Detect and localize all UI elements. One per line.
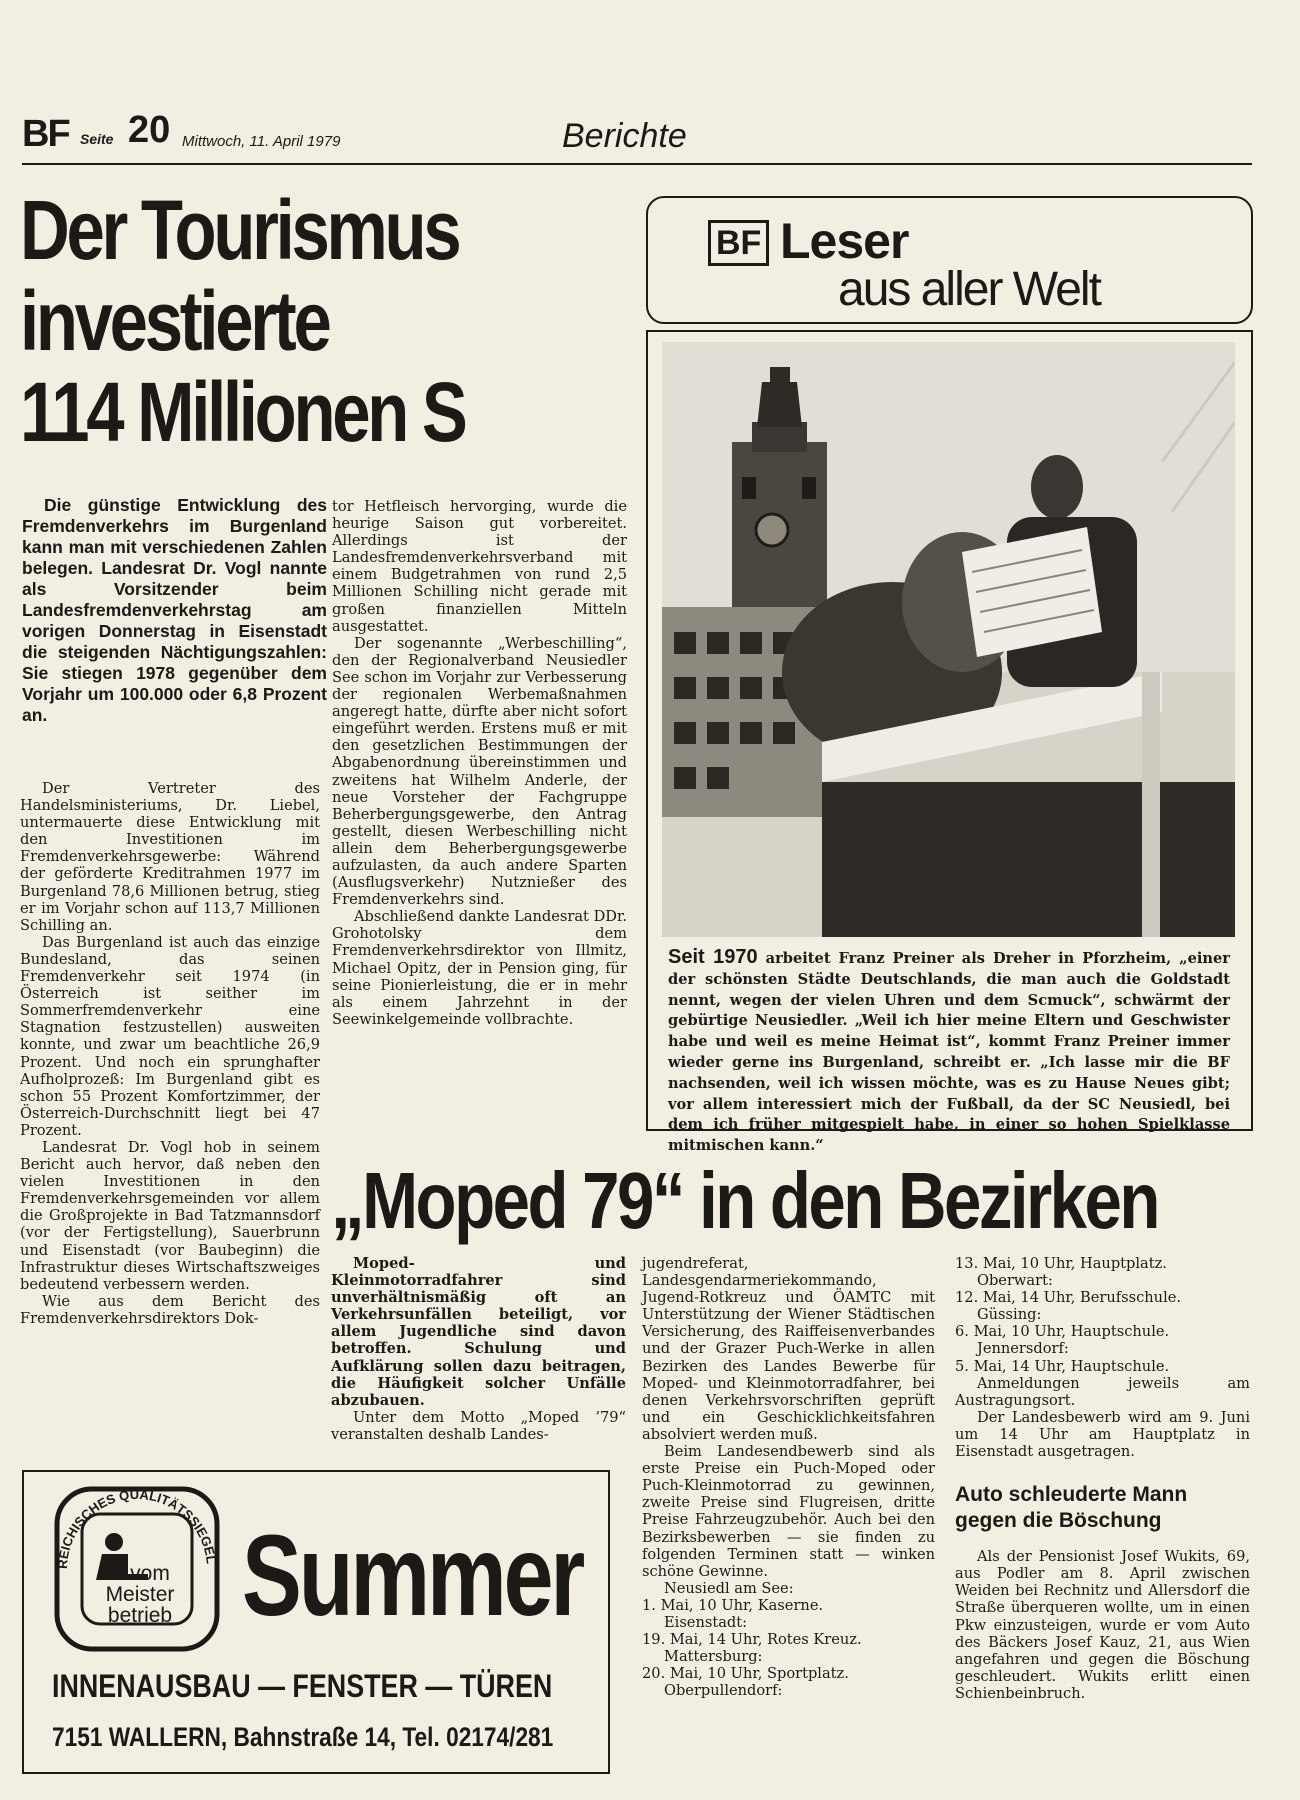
paragraph: tor Hetfleisch hervorging, wurde die heurige Saison gut vorbereitet. Allerdings ist der Landesfremdenverkehrsverband mit einem Budgetrahmen von rund 2,5 Millionen Schilling nicht gerade mit großen finanziellen Mitteln ausgestattet.	[332, 498, 627, 635]
seal-word: vom	[130, 1562, 170, 1585]
headline-line: 114 Millionen S	[20, 365, 465, 459]
headline-line: Der Tourismus	[20, 183, 459, 277]
caption-lead: Seit 1970	[668, 946, 758, 968]
tourism-lead: Die günstige Entwicklung des Fremdenverkehrs im Burgenland kann man mit verschiedenen Zahlen belegen. Landesrat Dr. Vogl nannte als Vorsitzender beim Landesfremdenverkehrstag am vorigen Donnerstag in Eisenstadt die steigenden Nächtigungszahlen: Sie stiegen 1978 gegenüber dem Vorjahr um 100.000 oder 6,8 Prozent an.	[22, 495, 327, 725]
bf-logo: BF	[22, 113, 69, 155]
seal-word: Meister	[105, 1583, 175, 1606]
paragraph: Abschließend dankte Landesrat DDr. Grohotolsky dem Fremdenverkehrsdirektor von Illmitz, Michael Opitz, der in Pension ging, für seine Pionierleistung, die er in mehr als einem Jahrzehnt in der Seewinkelgemeinde vollbrachte.	[332, 908, 627, 1028]
header-rule	[22, 163, 1252, 165]
seal-ring-text: REICHISCHES QUALITÄTSSIEGEL	[54, 1486, 219, 1570]
issue-date: Mittwoch, 11. April 1979	[182, 133, 341, 150]
paragraph: Der sogenannte „Werbeschilling“, den der Regionalverband Neusiedler See schon im Vorjahr zur Verbesserung der regionalen Werbemaßnahmen angeregt hatte, dürfte aber nicht sofort eingeführt werden. Erstens muß er mit den gesetzlichen Bestimmungen der Abgabenordnung übereinstimmen und zweitens hat Wilhelm Anderle, der neue Vorsteher der Fachgruppe Beherbergungsgewerbe, den Antrag gestellt, diesen Werbeschilling nicht allein dem Beherbergungsgewerbe aufzulasten, da auch andere Sparten (Ausflugsverkehr) Nutznießer des Fremdenverkehrs sind.	[332, 634, 627, 909]
ad-address: 7151 WALLERN, Bahnstraße 14, Tel. 02174/281	[52, 1722, 554, 1752]
summer-ad	[22, 1470, 610, 1774]
leser-header-box	[646, 196, 1253, 324]
schedule-place: Oberpullendorf:	[664, 1682, 783, 1700]
ad-tagline: INNENAUSBAU — FENSTER — TÜREN	[52, 1668, 553, 1704]
moped-headline: „Moped 79“ in den Bezirken	[331, 1156, 1158, 1245]
schedule-place: Neusiedl am See:	[664, 1579, 794, 1597]
paragraph: Das Burgenland ist auch das einzige Bundesland, das seinen Fremdenverkehr seit 1974 (in Österreich ist seither im Sommerfremdenverkehr eine Stagnation festzustellen) ausweiten konnte, und zwar um beachtliche 26,9 Prozent. Und noch ein sprunghafter Aufholprozeß: Im Burgenland gibt es schon 55 Prozent Komfortzimmer, der Österreich-Durchschnitt liegt bei 47 Prozent.	[20, 933, 320, 1139]
leser-subtitle: aus aller Welt	[838, 263, 1100, 316]
tourism-column-2	[332, 498, 627, 1028]
paragraph: Landesrat Dr. Vogl hob in seinem Bericht auch hervor, daß neben den vielen Investitionen in den Fremdenverkehrsgemeinden vor allem die Großprojekte in Bad Tatzmannsdorf (vor der Fertigstellung), Sauerbrunn und Eisenstadt (vor Baubeginn) die Infrastruktur dieses Wirtschaftszweiges bedeutend verbessern werden.	[20, 1138, 320, 1293]
schedule-place: Güssing:	[977, 1306, 1042, 1324]
moped-column-1	[331, 1255, 626, 1443]
schedule-date: 6. Mai, 10 Uhr, Hauptschule.	[955, 1323, 1170, 1341]
paragraph: Anmeldungen jeweils am Austragungsort.	[955, 1374, 1250, 1409]
paragraph: jugendreferat, Landesgendarmeriekommando, Jugend-Rotkreuz und ÖAMTC mit Unterstützung der Wiener Städtischen Versicherung, des Raiffeisenverbandes und der Grazer Puch-Werke in allen Bezirken des Landes Bewerbe für Moped- und Kleinmotorradfahrer, bei denen Verkehrsvorschriften geprüft und ein Geschicklichkeitsfahren absolviert werden muß.	[642, 1255, 935, 1443]
schedule-date: 20. Mai, 10 Uhr, Sportplatz.	[642, 1665, 849, 1683]
paragraph: Wie aus dem Bericht des Fremdenverkehrsdirektors Dok-	[20, 1292, 320, 1327]
paragraph: Der Vertreter des Handelsministeriums, Dr. Liebel, untermauerte diese Entwicklung mit den Investitionen im Fremdenverkehrsgewerbe: Während der geförderte Kreditrahmen 1977 im Burgenland 78,6 Millionen betrug, stieg er im Vorjahr schon auf 113,7 Millionen Schilling an.	[20, 780, 320, 934]
bf-box-logo: BF	[708, 220, 769, 266]
paragraph: Beim Landesendbewerb sind als erste Preise ein Puch-Moped oder Puch-Kleinmotorrad zu gewinnen, zweite Preise sind Flugreisen, dritte Preise Fahrzeugzubehör. Auch bei den Bezirksbewerben — sie finden zu folgenden Terminen statt — winken schöne Gewinne.	[642, 1443, 935, 1580]
masthead	[22, 95, 1252, 165]
moped-column-3	[955, 1255, 1250, 1702]
schedule-date: 5. Mai, 14 Uhr, Hauptschule.	[955, 1357, 1170, 1375]
paragraph: Der Landesbewerb wird am 9. Juni um 14 Uhr am Hauptplatz in Eisenstadt ausgetragen.	[955, 1408, 1250, 1461]
tourism-headline	[20, 185, 512, 458]
schedule-place: Mattersburg:	[664, 1648, 763, 1666]
meister-seal	[52, 1484, 222, 1654]
moped-column-2	[642, 1255, 935, 1699]
headline-line: investierte	[20, 274, 329, 368]
schedule-date: 1. Mai, 10 Uhr, Kaserne.	[642, 1596, 824, 1614]
auto-text: Als der Pensionist Josef Wukits, 69, aus Podler am 8. April zwischen Weiden bei Rechnitz und Allersdorf die Straße überqueren wollte, um in einen Pkw einzusteigen, wurde er vom Auto des Bäckers Josef Kauz, 21, aus Wien angefahren und gegen die Böschung geschleudert. Wukits erlitt einen Schienbeinbruch.	[955, 1548, 1250, 1702]
leser-photo-frame	[646, 330, 1253, 1155]
page-label: Seite	[80, 131, 114, 147]
schedule-date: 13. Mai, 10 Uhr, Hauptplatz.	[955, 1255, 1167, 1272]
schedule-place: Oberwart:	[977, 1272, 1053, 1290]
page-number: 20	[128, 109, 171, 151]
schedule-date: 12. Mai, 14 Uhr, Berufsschule.	[955, 1289, 1182, 1307]
schedule-place: Jennersdorf:	[977, 1340, 1069, 1358]
ad-brand: Summer	[242, 1512, 583, 1640]
photo-caption	[668, 946, 1230, 1157]
schedule-date: 19. Mai, 14 Uhr, Rotes Kreuz.	[642, 1631, 862, 1649]
moped-lead: Moped- und Kleinmotorradfahrer sind unverhältnismäßig oft an Verkehrsunfällen beteiligt, vor allem Jugendliche sind davon betroffen. Schulung und Aufklärung sollen dazu beitragen, die Häufigkeit solcher Unfälle abzubauen.	[331, 1255, 626, 1409]
paragraph: Unter dem Motto „Moped ’79“ veranstalten deshalb Landes-	[331, 1408, 626, 1443]
schedule-place: Eisenstadt:	[664, 1613, 748, 1631]
section-title: Berichte	[562, 117, 687, 155]
caption-text: arbeitet Franz Preiner als Dreher in Pforzheim, „einer der schönsten Städte Deutschlands, die man auch die Goldstadt nennt, wegen der vielen Uhren und dem Scmuck“, schwärmt der gebürtige Neusiedler. „Weil ich hier meine Eltern und Geschwister habe und weil es meine Heimat ist“, kommt Franz Preiner immer wieder gerne ins Burgenland, schreibt er. „Ich lasse mir die BF nachsenden, weil ich wissen möchte, was es zu Hause Neues gibt; vor allem interessiert mich der Fußball, da der SC Neusiedl, bei dem ich früher mitgespielt habe, in einer so hohen Spielklasse mitmischen kann.“	[668, 950, 1230, 1155]
reader-photo	[662, 342, 1235, 937]
auto-headline: Auto schleuderte Mann gegen die Böschung	[955, 1483, 1188, 1533]
seal-word: betrieb	[107, 1604, 173, 1627]
leser-title: Leser	[780, 213, 909, 269]
tourism-column-1	[20, 780, 320, 1327]
